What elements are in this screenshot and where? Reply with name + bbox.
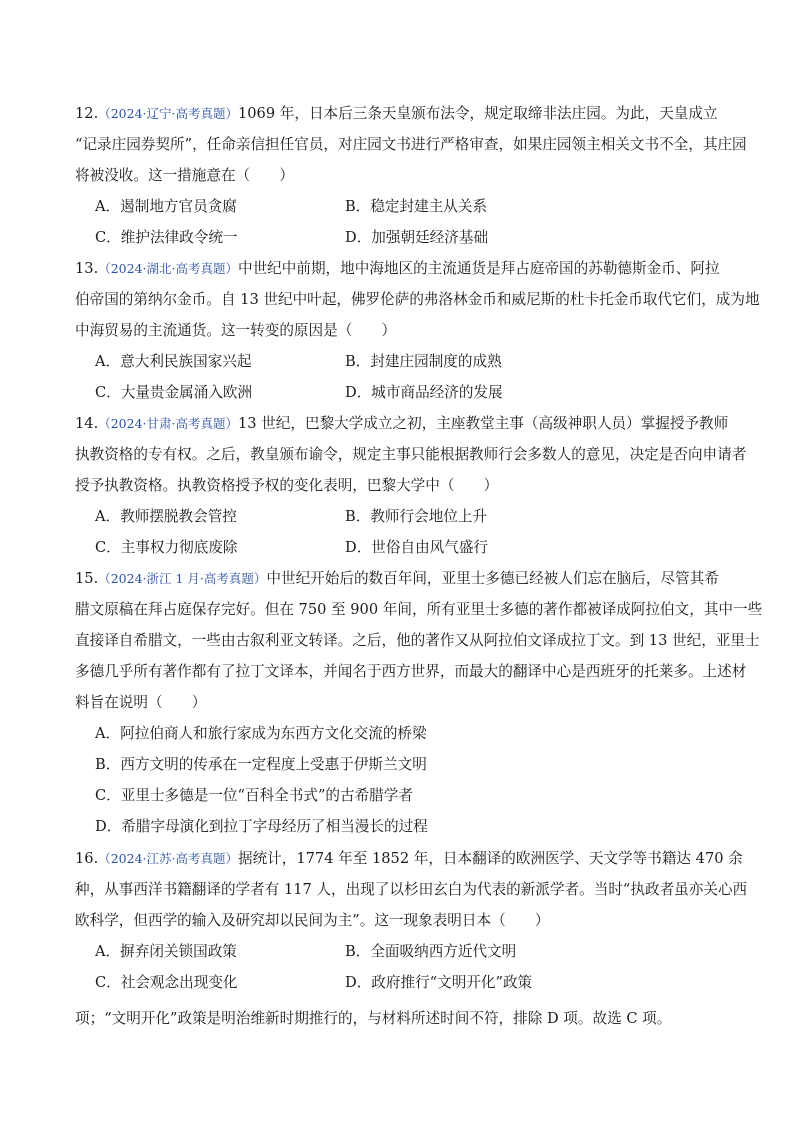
options-row [75, 936, 725, 967]
question-12-line-2: “记录庄园券契所”，任命亲信担任官员，对庄园文书进行严格审查，如果庄园领主相关文书不全，其庄园 [75, 136, 747, 153]
options-row [75, 377, 725, 408]
options-row [75, 532, 725, 563]
option-a: A．教师摆脱教会管控 [95, 508, 237, 525]
question-14-line-3: 授予执教资格。执教资格授予权的变化表明，巴黎大学中（ ） [75, 477, 499, 494]
question-15 [75, 563, 763, 842]
question-15-line-5: 料旨在说明（ ） [75, 694, 207, 711]
answer-explanation-fragment: 项；“文明开化”政策是明治维新时期推行的，与材料所述时间不符，排除 D 项。故选 C 项。 [75, 1010, 672, 1027]
question-15-line-2: 腊文原稿在拜占庭保存完好。但在 750 至 900 年间，所有亚里士多德的著作都被译成阿拉伯文，其中一些 [75, 601, 763, 618]
options-row [75, 501, 725, 532]
options-row [75, 346, 725, 377]
option-b: B．全面吸纳西方近代文明 [345, 943, 517, 960]
option-d: D．世俗自由风气盛行 [345, 539, 489, 556]
question-number: 15. [75, 570, 99, 587]
options-row [75, 811, 725, 842]
question-16-line-1 [75, 843, 743, 874]
question-13-line-1 [75, 253, 725, 284]
question-source: （2024·江苏·高考真题） [98, 851, 238, 866]
option-a: A．意大利民族国家兴起 [95, 353, 252, 370]
question-source: （2024·辽宁·高考真题） [98, 106, 238, 121]
option-d: D．城市商品经济的发展 [345, 384, 503, 401]
option-c: C．社会观念出现变化 [95, 974, 238, 991]
question-12-line-3: 将被没收。这一措施意在（ ） [75, 167, 294, 184]
question-15-line-3: 直接译自希腊文，一些由古叙利亚文转译。之后，他的著作又从阿拉伯文译成拉丁文。到 13 世纪，亚里士 [75, 632, 760, 649]
options-row [75, 718, 725, 749]
option-d: D．希腊字母演化到拉丁字母经历了相当漫长的过程 [95, 818, 428, 835]
question-number: 13. [75, 260, 99, 277]
option-c: C．主事权力彻底废除 [95, 539, 238, 556]
question-16-line-2: 种，从事西洋书籍翻译的学者有 117 人，出现了以杉田玄白为代表的新派学者。当时“执政者虽亦关心西 [75, 881, 748, 898]
question-14-line-1 [75, 408, 729, 439]
options-row [75, 222, 725, 253]
question-source: （2024·甘肃·高考真题） [98, 416, 238, 431]
question-source: （2024·浙江 1 月·高考真题） [98, 571, 267, 586]
question-number: 16. [75, 850, 99, 867]
question-13 [75, 253, 760, 408]
option-b: B．稳定封建主从关系 [345, 198, 488, 215]
option-a: A．阿拉伯商人和旅行家成为东西方文化交流的桥梁 [95, 725, 427, 742]
option-b: B．教师行会地位上升 [345, 508, 488, 525]
option-c: C．大量贵金属涌入欧洲 [95, 384, 253, 401]
question-14 [75, 408, 747, 563]
question-13-line-2: 伯帝国的第纳尔金币。自 13 世纪中叶起，佛罗伦萨的弗洛林金币和威尼斯的杜卡托金币取代它们，成为地 [75, 291, 760, 308]
question-14-line-2: 执教资格的专有权。之后，教皇颁布谕令，规定主事只能根据教师行会多数人的意见，决定是否向申请者 [75, 446, 747, 463]
option-c: C．维护法律政令统一 [95, 229, 238, 246]
question-15-line-4: 多德几乎所有著作都有了拉丁文译本，并闻名于西方世界，而最大的翻译中心是西班牙的托莱多。上述材 [75, 663, 747, 680]
options-row [75, 749, 725, 780]
options-row [75, 780, 725, 811]
question-number: 12. [75, 105, 99, 122]
options-row [75, 967, 725, 998]
question-text: 中世纪中前期，地中海地区的主流通货是拜占庭帝国的苏勒德斯金币、阿拉 [237, 260, 720, 277]
question-13-line-3: 中海贸易的主流通货。这一转变的原因是（ ） [75, 322, 397, 339]
options-row [75, 191, 725, 222]
question-text: 13 世纪，巴黎大学成立之初，主座教堂主事（高级神职人员）掌握授予教师 [237, 415, 729, 432]
option-b: B．封建庄园制度的成熟 [345, 353, 502, 370]
question-text: 1069 年，日本后三条天皇颁布法令，规定取缔非法庄园。为此，天皇成立 [237, 105, 718, 122]
question-number: 14. [75, 415, 99, 432]
question-source: （2024·湖北·高考真题） [98, 261, 238, 276]
question-15-line-1 [75, 563, 725, 594]
question-text: 中世纪开始后的数百年间，亚里士多德已经被人们忘在脑后，尽管其希 [266, 570, 719, 587]
option-c: C．亚里士多德是一位“百科全书式”的古希腊学者 [95, 787, 413, 804]
option-b: B．西方文明的传承在一定程度上受惠于伊斯兰文明 [95, 756, 427, 773]
question-16 [75, 843, 748, 998]
question-text: 据统计，1774 年至 1852 年，日本翻译的欧洲医学、天文学等书籍达 470 余 [237, 850, 743, 867]
option-d: D．政府推行“文明开化”政策 [345, 974, 533, 991]
question-16-line-3: 欧科学，但西学的输入及研究却以民间为主”。这一现象表明日本（ ） [75, 912, 550, 929]
question-12-line-1 [75, 98, 725, 129]
question-12 [75, 98, 747, 253]
option-a: A．摒弃闭关锁国政策 [95, 943, 237, 960]
option-d: D．加强朝廷经济基础 [345, 229, 489, 246]
option-a: A．遏制地方官员贪腐 [95, 198, 237, 215]
